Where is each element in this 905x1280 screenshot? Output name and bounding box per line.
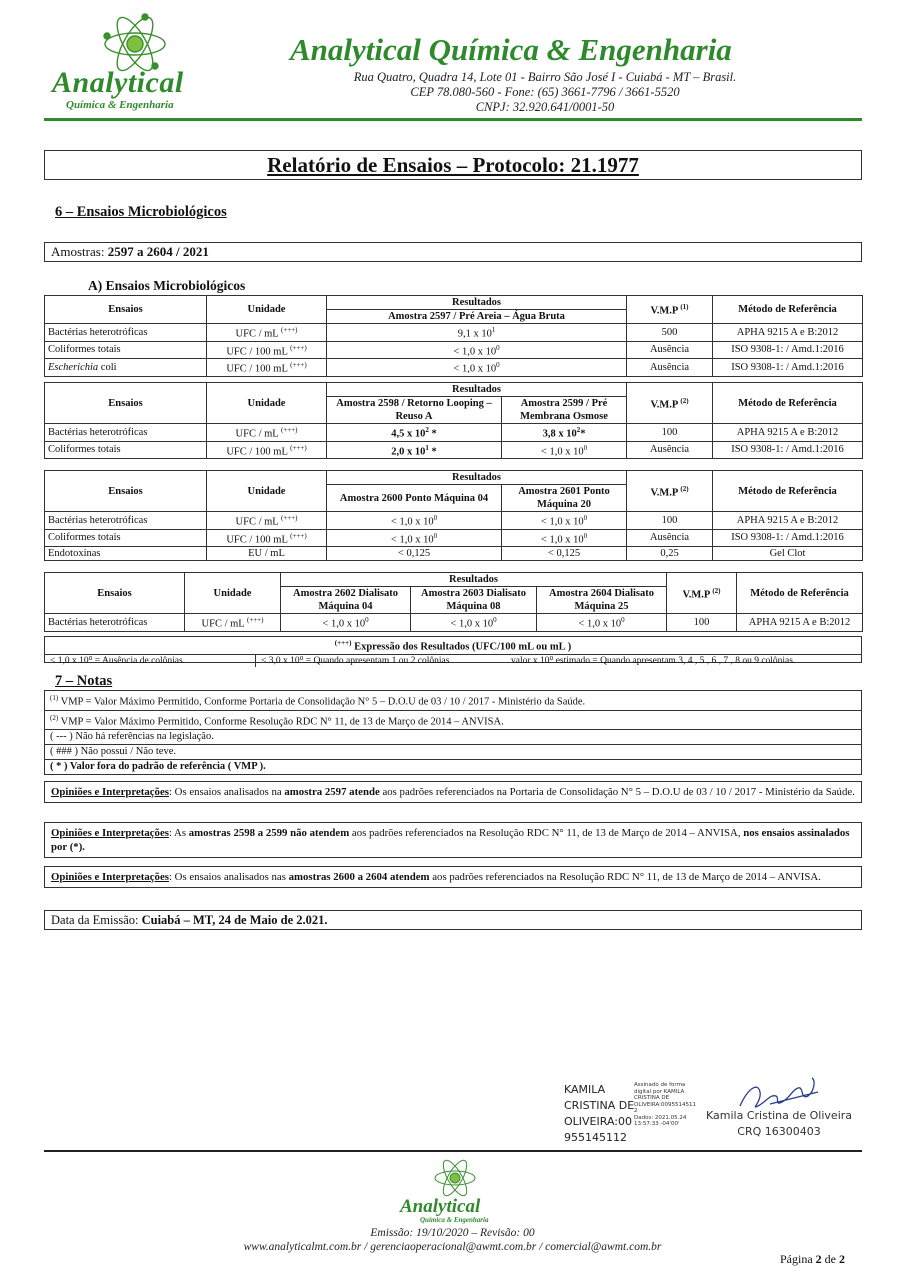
result-cell: < 1,0 x $10^0$	[502, 529, 627, 547]
sample-header: Amostra 2603 Dialisato Máquina 08	[411, 587, 537, 614]
method-cell: Gel Clot	[713, 547, 863, 561]
vmp-cell: 100	[667, 614, 737, 632]
table-row	[45, 441, 863, 459]
report-title-text: Relatório de Ensaios – Protocolo: 21.1977	[267, 153, 639, 177]
col-resultados: Resultados	[327, 383, 627, 397]
samples-label: Amostras:	[51, 244, 105, 259]
col-vmp: V.M.P $^{(2)}$	[627, 383, 713, 424]
samples-value: 2597 a 2604 / 2021	[107, 244, 209, 259]
col-ensaios: Ensaios	[45, 573, 185, 614]
header-divider	[44, 118, 862, 121]
unit-cell: UFC / mL (+++)	[185, 614, 281, 632]
ensaio-cell: Escherichia coli	[45, 359, 207, 377]
col-metodo: Método de Referência	[713, 296, 863, 324]
method-cell: ISO 9308-1: / Amd.1:2016	[713, 529, 863, 547]
ensaio-cell: Coliformes totais	[45, 341, 207, 359]
section-7-heading: 7 – Notas	[55, 673, 113, 689]
table-row	[45, 341, 863, 359]
method-cell: APHA 9215 A e B:2012	[713, 512, 863, 530]
sample-header: Amostra 2601 Ponto Máquina 20	[502, 485, 627, 512]
note-item: ( * ) Valor fora do padrão de referência ( VMP ).	[50, 761, 266, 772]
footer-logo-wordmark: Analytical	[400, 1196, 481, 1217]
vmp-cell: Ausência	[627, 529, 713, 547]
result-cell: 3,8 x $10^2*$	[502, 424, 627, 442]
vmp-cell: 0,25	[627, 547, 713, 561]
unit-cell: UFC / 100 mL (+++)	[207, 359, 327, 377]
section-6-heading: 6 – Ensaios Microbiológicos	[55, 204, 227, 220]
result-cell: < 1,0 x $10^0$	[411, 614, 537, 632]
col-resultados: Resultados	[281, 573, 667, 587]
unit-cell: UFC / mL (+++)	[207, 512, 327, 530]
method-cell: ISO 9308-1: / Amd.1:2016	[713, 341, 863, 359]
col-metodo: Método de Referência	[737, 573, 863, 614]
result-cell: < 1,0 x $10^0$	[281, 614, 411, 632]
opinion-box-2: Opiniões e Interpretações: As amostras 2598 a 2599 não atendem aos padrões referenciados na Resolução RDC N° 11, de 13 de Março de 2014 – ANVISA, nos ensaios assinalados por (*).	[44, 822, 862, 858]
col-unidade: Unidade	[207, 471, 327, 512]
col-vmp: V.M.P $^{(2)}$	[627, 471, 713, 512]
page-number: Página 2 de 2	[780, 1252, 845, 1266]
phone-line: CEP 78.080-560 - Fone: (65) 3661-7796 / 3661-5520	[410, 85, 680, 99]
col-ensaios: Ensaios	[45, 296, 207, 324]
unit-cell: UFC / 100 mL (+++)	[207, 529, 327, 547]
ensaio-cell: Bactérias heterotróficas	[45, 614, 185, 632]
note-item: $^{(2)}$ VMP = Valor Máximo Permitido, Conforme Resolução RDC N° 11, de 13 de Março de 2014 – ANVISA.	[45, 711, 861, 731]
company-name: Analytical Química & Engenharia	[290, 32, 732, 67]
col-unidade: Unidade	[207, 296, 327, 324]
method-cell: APHA 9215 A e B:2012	[713, 424, 863, 442]
expression-estimated: valor x 10⁰ estimado = Quando apresentam 3, 4 , 5 , 6 , 7 , 8 ou 9 colônias.	[511, 655, 796, 666]
subsection-a-heading: A) Ensaios Microbiológicos	[88, 278, 246, 293]
sample-header: Amostra 2600 Ponto Máquina 04	[327, 485, 502, 512]
result-cell: < 1,0 x $10^0$	[327, 512, 502, 530]
col-metodo: Método de Referência	[713, 471, 863, 512]
logo-subtitle: Química & Engenharia	[66, 99, 174, 111]
issue-date-box: Data da Emissão: Cuiabá – MT, 24 de Maio de 2.021.	[44, 910, 862, 930]
result-cell: < 1,0 x $10^0$	[327, 529, 502, 547]
opinion-box-3: Opiniões e Interpretações: Os ensaios analisados nas amostras 2600 a 2604 atendem aos padrões referenciados na Resolução RDC N° 11, de 13 de Março de 2014 – ANVISA.	[44, 866, 862, 888]
table-row	[45, 359, 863, 377]
vmp-cell: 500	[627, 324, 713, 342]
sample-header: Amostra 2604 Dialisato Máquina 25	[537, 587, 667, 614]
sample-header: Amostra 2597 / Pré Areia – Água Bruta	[327, 310, 627, 324]
result-cell: < 0,125	[327, 547, 502, 561]
cnpj-line: CNPJ: 32.920.641/0001-50	[475, 100, 615, 114]
method-cell: ISO 9308-1: / Amd.1:2016	[713, 441, 863, 459]
digital-signature-details: Assinado de forma digital por KAMILA CRISTINA DE OLIVEIRA:0095514511 2 Dados: 2021.05.24 13:57:33 -04'00'	[634, 1082, 696, 1127]
vmp-cell: 100	[627, 424, 713, 442]
col-ensaios: Ensaios	[45, 471, 207, 512]
vmp-cell: Ausência	[627, 359, 713, 377]
col-resultados: Resultados	[327, 471, 627, 485]
results-table-1	[44, 295, 863, 377]
col-vmp: V.M.P $^{(1)}$	[627, 296, 713, 324]
table-row	[45, 529, 863, 547]
result-cell: < 1,0 x $10^0$	[327, 341, 627, 359]
result-cell: < 1,0 x $10^0$	[502, 512, 627, 530]
footer-text	[200, 1226, 705, 1254]
signature-caption: Kamila Cristina de Oliveira CRQ 16300403	[706, 1109, 853, 1138]
col-resultados: Resultados	[327, 296, 627, 310]
expression-title: (+++) Expressão dos Resultados (UFC/100 mL ou mL )	[45, 637, 861, 655]
unit-cell: UFC / 100 mL (+++)	[207, 441, 327, 459]
notes-box	[44, 690, 862, 775]
method-cell: APHA 9215 A e B:2012	[713, 324, 863, 342]
digital-signature-name: KAMILA CRISTINA DE OLIVEIRA:00 955145112	[564, 1083, 635, 1144]
ensaio-cell: Bactérias heterotróficas	[45, 424, 207, 442]
ensaio-cell: Endotoxinas	[45, 547, 207, 561]
expression-absence: < 1,0 x 10⁰ = Ausência de colônias	[45, 655, 256, 667]
result-cell: 4,5 x $10^2$ *	[327, 424, 502, 442]
ensaio-cell: Bactérias heterotróficas	[45, 324, 207, 342]
expression-few: < 3,0 x 10⁰ = Quando apresentam 1 ou 2 colônias	[261, 655, 450, 666]
address-line: Rua Quatro, Quadra 14, Lote 01 - Bairro São José I - Cuiabá - MT – Brasil.	[353, 70, 737, 84]
report-title	[44, 150, 862, 180]
results-expression-box	[44, 636, 862, 666]
footer-logo-subtitle: Química & Engenharia	[420, 1216, 489, 1224]
vmp-cell: Ausência	[627, 441, 713, 459]
col-unidade: Unidade	[207, 383, 327, 424]
note-item: $^{(1)}$ VMP = Valor Máximo Permitido, Conforme Portaria de Consolidação N° 5 – D.O.U de 03 / 10 / 2017 - Ministério da Saúde.	[45, 691, 861, 711]
footer-emission: Emissão: 19/10/2020 – Revisão: 00	[370, 1227, 535, 1239]
note-item: ( --- ) Não há referências na legislação.	[45, 730, 861, 745]
footer-divider	[44, 1150, 862, 1152]
unit-cell: UFC / 100 mL (+++)	[207, 341, 327, 359]
result-cell: 9,1 x $10^1$	[327, 324, 627, 342]
col-ensaios: Ensaios	[45, 383, 207, 424]
logo-wordmark: Analytical	[52, 66, 184, 99]
result-cell: < 0,125	[502, 547, 627, 561]
method-cell: APHA 9215 A e B:2012	[737, 614, 863, 632]
results-table-2	[44, 382, 863, 459]
table-row	[45, 512, 863, 530]
method-cell: ISO 9308-1: / Amd.1:2016	[713, 359, 863, 377]
results-table-3	[44, 470, 863, 561]
ensaio-cell: Bactérias heterotróficas	[45, 512, 207, 530]
result-cell: < 1,0 x $10^0$	[537, 614, 667, 632]
sample-header: Amostra 2602 Dialisato Máquina 04	[281, 587, 411, 614]
sample-header: Amostra 2599 / Pré Membrana Osmose	[502, 397, 627, 424]
vmp-cell: Ausência	[627, 341, 713, 359]
result-cell: < 1,0 x $10^0$	[327, 359, 627, 377]
table-row	[45, 424, 863, 442]
unit-cell: UFC / mL (+++)	[207, 324, 327, 342]
sample-header: Amostra 2598 / Retorno Looping – Reuso A	[327, 397, 502, 424]
vmp-cell: 100	[627, 512, 713, 530]
col-vmp: V.M.P $^{(2)}$	[667, 573, 737, 614]
table-row	[45, 547, 863, 561]
col-unidade: Unidade	[185, 573, 281, 614]
samples-box	[44, 242, 862, 262]
result-cell: 2,0 x $10^1$ *	[327, 441, 502, 459]
company-address	[300, 70, 790, 115]
ensaio-cell: Coliformes totais	[45, 441, 207, 459]
note-item: ( ### ) Não possui / Não teve.	[45, 745, 861, 760]
col-metodo: Método de Referência	[713, 383, 863, 424]
opinion-box-1: Opiniões e Interpretações: Os ensaios analisados na amostra 2597 atende aos padrões referenciados na Portaria de Consolidação N° 5 – D.O.U de 03 / 10 / 2017 - Ministério da Saúde.	[44, 781, 862, 803]
unit-cell: EU / mL	[207, 547, 327, 561]
unit-cell: UFC / mL (+++)	[207, 424, 327, 442]
table-row	[45, 614, 863, 632]
table-row	[45, 324, 863, 342]
footer-contacts: www.analyticalmt.com.br / gerenciaoperacional@awmt.com.br / comercial@awmt.com.br	[243, 1241, 662, 1253]
result-cell: < 1,0 x $10^0$	[502, 441, 627, 459]
results-table-4	[44, 572, 863, 632]
ensaio-cell: Coliformes totais	[45, 529, 207, 547]
